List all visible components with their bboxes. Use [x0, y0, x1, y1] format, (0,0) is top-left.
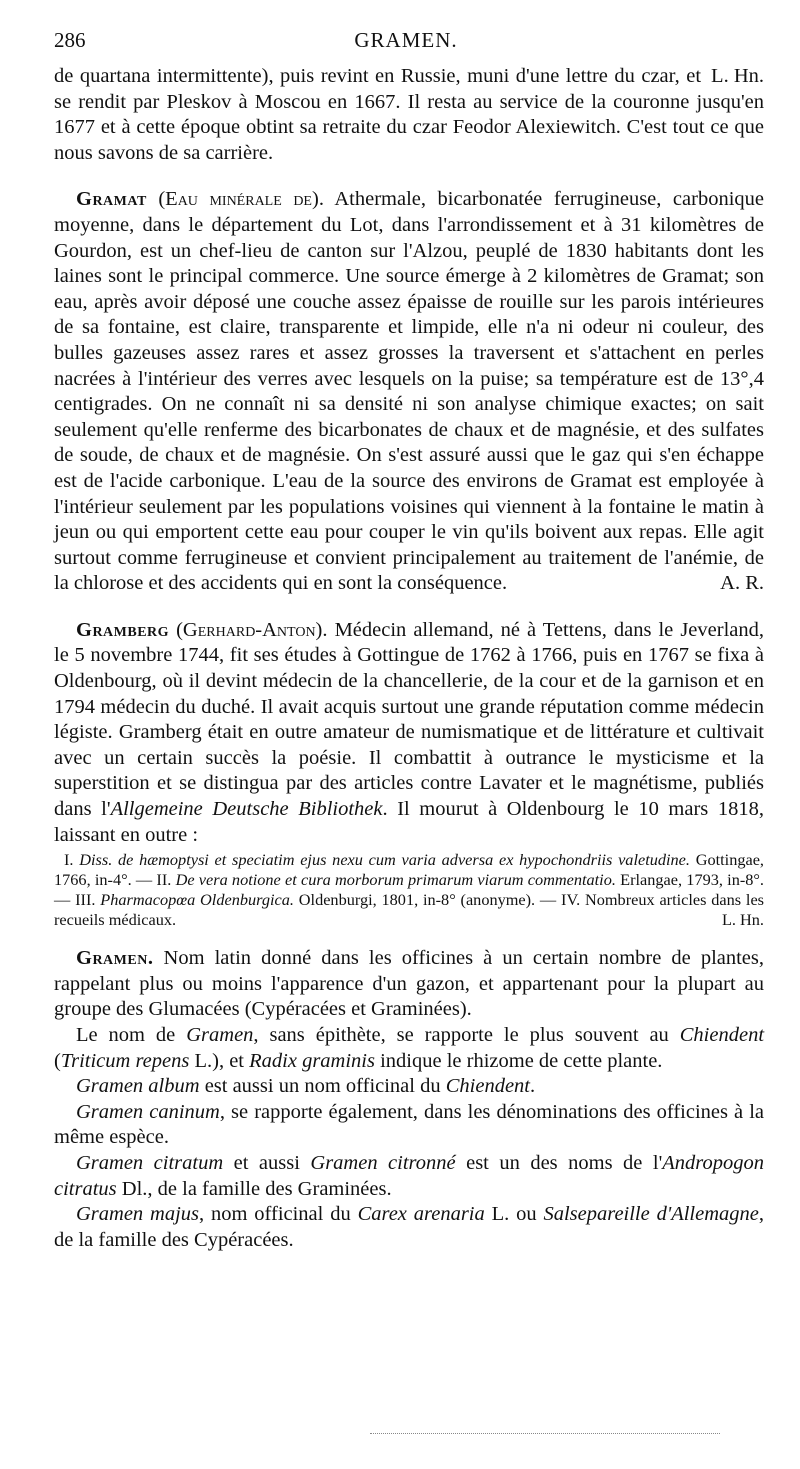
intro-paragraph	[54, 64, 764, 166]
gramen-p2-text-i: indique le rhizome de cette plante.	[374, 1049, 663, 1072]
gramen-paragraph-2	[54, 1023, 764, 1074]
gramen-paragraph-5	[54, 1151, 764, 1202]
entry-gramen	[54, 946, 764, 1023]
gramen-p2-text-c: , sans épithète, se rapporte le plus souvent au	[253, 1024, 680, 1046]
gramen-p2-term-radix: Radix graminis	[249, 1049, 375, 1072]
gramat-headword: Gramat	[76, 188, 147, 211]
gramen-paragraph-3	[54, 1074, 764, 1100]
gramen-p1-text: Nom latin donné dans les officines à un certain nombre de plantes, rappelant plus ou moins l'apparence d'un gazon, et appartenant pour la plupart au groupe des Glumacées (Cypéracées et Graminées).	[54, 947, 765, 1021]
gramen-p2-text-g: L.), et	[189, 1049, 250, 1072]
gramen-p2-term-chiendent: Chiendent	[679, 1024, 765, 1046]
work-1-title: Diss. de hæmoptysi et speciatim ejus nexu cum varia adversa ex hypochondriis valetudine.	[79, 850, 690, 870]
gramen-p6-text-b: , nom officinal du	[199, 1203, 358, 1226]
gramen-paragraph-4	[54, 1100, 764, 1151]
work-1-publication: Gottingae, 1766, in-4°. — II.	[54, 850, 765, 890]
work-3-title: Pharmacopœa Oldenburgica.	[100, 890, 294, 910]
page-number: 286	[54, 28, 86, 52]
gramen-p3-text-d: .	[530, 1075, 536, 1098]
gramen-paragraph-6	[54, 1202, 764, 1253]
gramen-p6-term-carex: Carex arenaria	[357, 1203, 485, 1226]
gramberg-headword: Gramberg	[76, 618, 170, 641]
intro-signature: L. Hn.	[711, 65, 764, 87]
gramen-p5-term-citronne: Gramen citronné	[310, 1151, 456, 1174]
gramat-signature: A. R.	[720, 572, 764, 595]
gramberg-text-b: . Il mourut à Oldenbourg le 10 mars 1818, laissant en outre :	[54, 798, 764, 846]
work-3-publication: Oldenburgi, 1801, in-8° (anonyme). — IV. Nombreux articles dans les recueils médicaux.	[54, 890, 765, 930]
gramberg-text-a: Médecin allemand, né à Tettens, dans le Jeverland, le 5 novembre 1744, fit ses études à Gottingue de 1762 à 1766, puis en 1767 se fixa à Oldenbourg, où il devint médecin de la chancellerie, de la cour et de la garnison et en 1794 médecin du duché. Il avait acquis surtout une grande réputation comme médecin légiste. Gramberg était en outre amateur de numismatique et de littérature et cultivait avec un certain succès la poésie. Il combattit à outrance le mysticisme et la superstition et se distingua par des articles contre Lavater et le magnétisme, publiés dans l'	[54, 618, 764, 821]
gramat-qualifier: (Eau minérale de).	[158, 188, 324, 211]
gramen-p5-text-f: Dl., de la famille des Graminées.	[116, 1177, 392, 1200]
gramberg-qualifier: (Gerhard-Anton).	[176, 618, 328, 641]
work-1-number: I.	[64, 850, 74, 870]
work-2-title: De vera notione et cura morborum primarum viarum commentatio.	[175, 870, 616, 890]
gramen-p3-text-b: est aussi un nom officinal du	[199, 1075, 446, 1098]
page-body	[54, 64, 764, 1253]
gramen-p5-text-d: est un des noms de l'	[455, 1151, 663, 1174]
gramberg-works	[54, 850, 764, 930]
gramen-headword: Gramen.	[76, 947, 154, 970]
gramen-p6-term-majus: Gramen majus	[76, 1203, 200, 1226]
gramen-p5-text-b: et aussi	[223, 1151, 311, 1174]
bottom-dotted-rule	[370, 1433, 720, 1434]
gramen-p3-term-chiendent: Chiendent	[445, 1075, 530, 1098]
gramen-p6-text-d: L. ou	[484, 1203, 544, 1226]
gramen-p5-term-citratum: Gramen citratum	[76, 1151, 224, 1174]
gramen-p6-text-f: , de la famille des Cypéracées.	[54, 1203, 765, 1251]
gramen-p4-term-caninum: Gramen caninum	[76, 1100, 220, 1123]
gramen-p5-term-andropogon: Andropogon citratus	[54, 1151, 765, 1200]
gramen-p2-text-e: (	[54, 1049, 61, 1072]
work-2-publication: Erlangae, 1793, in-8°. — III.	[54, 870, 764, 910]
gramen-p2-text-a: Le nom de	[76, 1024, 187, 1046]
gramen-p2-term-gramen: Gramen	[186, 1024, 254, 1046]
running-title: GRAMEN.	[354, 28, 458, 52]
entry-gramberg	[54, 618, 764, 848]
gramat-text: Athermale, bicarbonatée ferrugineuse, carbonique moyenne, dans le département du Lot, dans l'arrondissement et à 31 kilomètres de Gourdon, est un chef-lieu de canton sur l'Alzou, peuplé de 1830 habitants dont les laines sont le principal commerce. Une source émerge à 2 kilomètres de Gramat; son eau, après avoir déposé une couche assez épaisse de rouille sur les parois intérieures de sa fontaine, est claire, transparente et limpide, elle n'a ni odeur ni couleur, des bulles gazeuses assez rares et assez grosses la traversent et s'attachent en perles nacrées à l'intérieur des verres avec lesquels on la puise; sa température est de 13°,4 centigrades. On ne connaît ni sa densité ni son analyse chimique exactes; on sait seulement qu'elle renferme des bicarbonates de chaux et de magnésie, et des sulfates de soude, de chaux et de magnésie. On s'est assuré aussi que le gaz qui s'en échappe est de l'acide carbonique. L'eau de la source des environs de Gramat est employée à l'intérieur seulement par les populations voisines qui viennent à la fontaine le matin à jeun ou qui emportent cette eau pour couper le vin qu'ils boivent aux repas. Elle agit surtout comme ferrugineuse et convient principalement au traitement de l'anémie, de la chlorose et des accidents qui en sont la conséquence.	[54, 188, 765, 595]
gramberg-journal-title: Allgemeine Deutsche Bibliothek	[110, 798, 383, 821]
intro-text: de quartana intermittente), puis revint en Russie, muni d'une lettre du czar, et se rendit par Pleskov à Moscou en 1667. Il resta au service de la couronne jusqu'en 1677 et à cette époque obtint sa retraite du czar Feodor Alexiewitch. C'est tout ce que nous savons de sa carrière.	[54, 65, 764, 164]
gramberg-signature: L. Hn.	[721, 910, 764, 930]
gramen-p2-term-triticum: Triticum repens	[60, 1049, 190, 1072]
gramen-p4-text-b: , se rapporte également, dans les dénominations des officines à la même espèce.	[54, 1100, 764, 1149]
gramen-p6-term-salsepareille: Salsepareille d'Allemagne	[543, 1203, 759, 1226]
page-header	[54, 28, 758, 58]
gramen-p3-term-album: Gramen album	[76, 1075, 200, 1098]
entry-gramat	[54, 187, 764, 597]
